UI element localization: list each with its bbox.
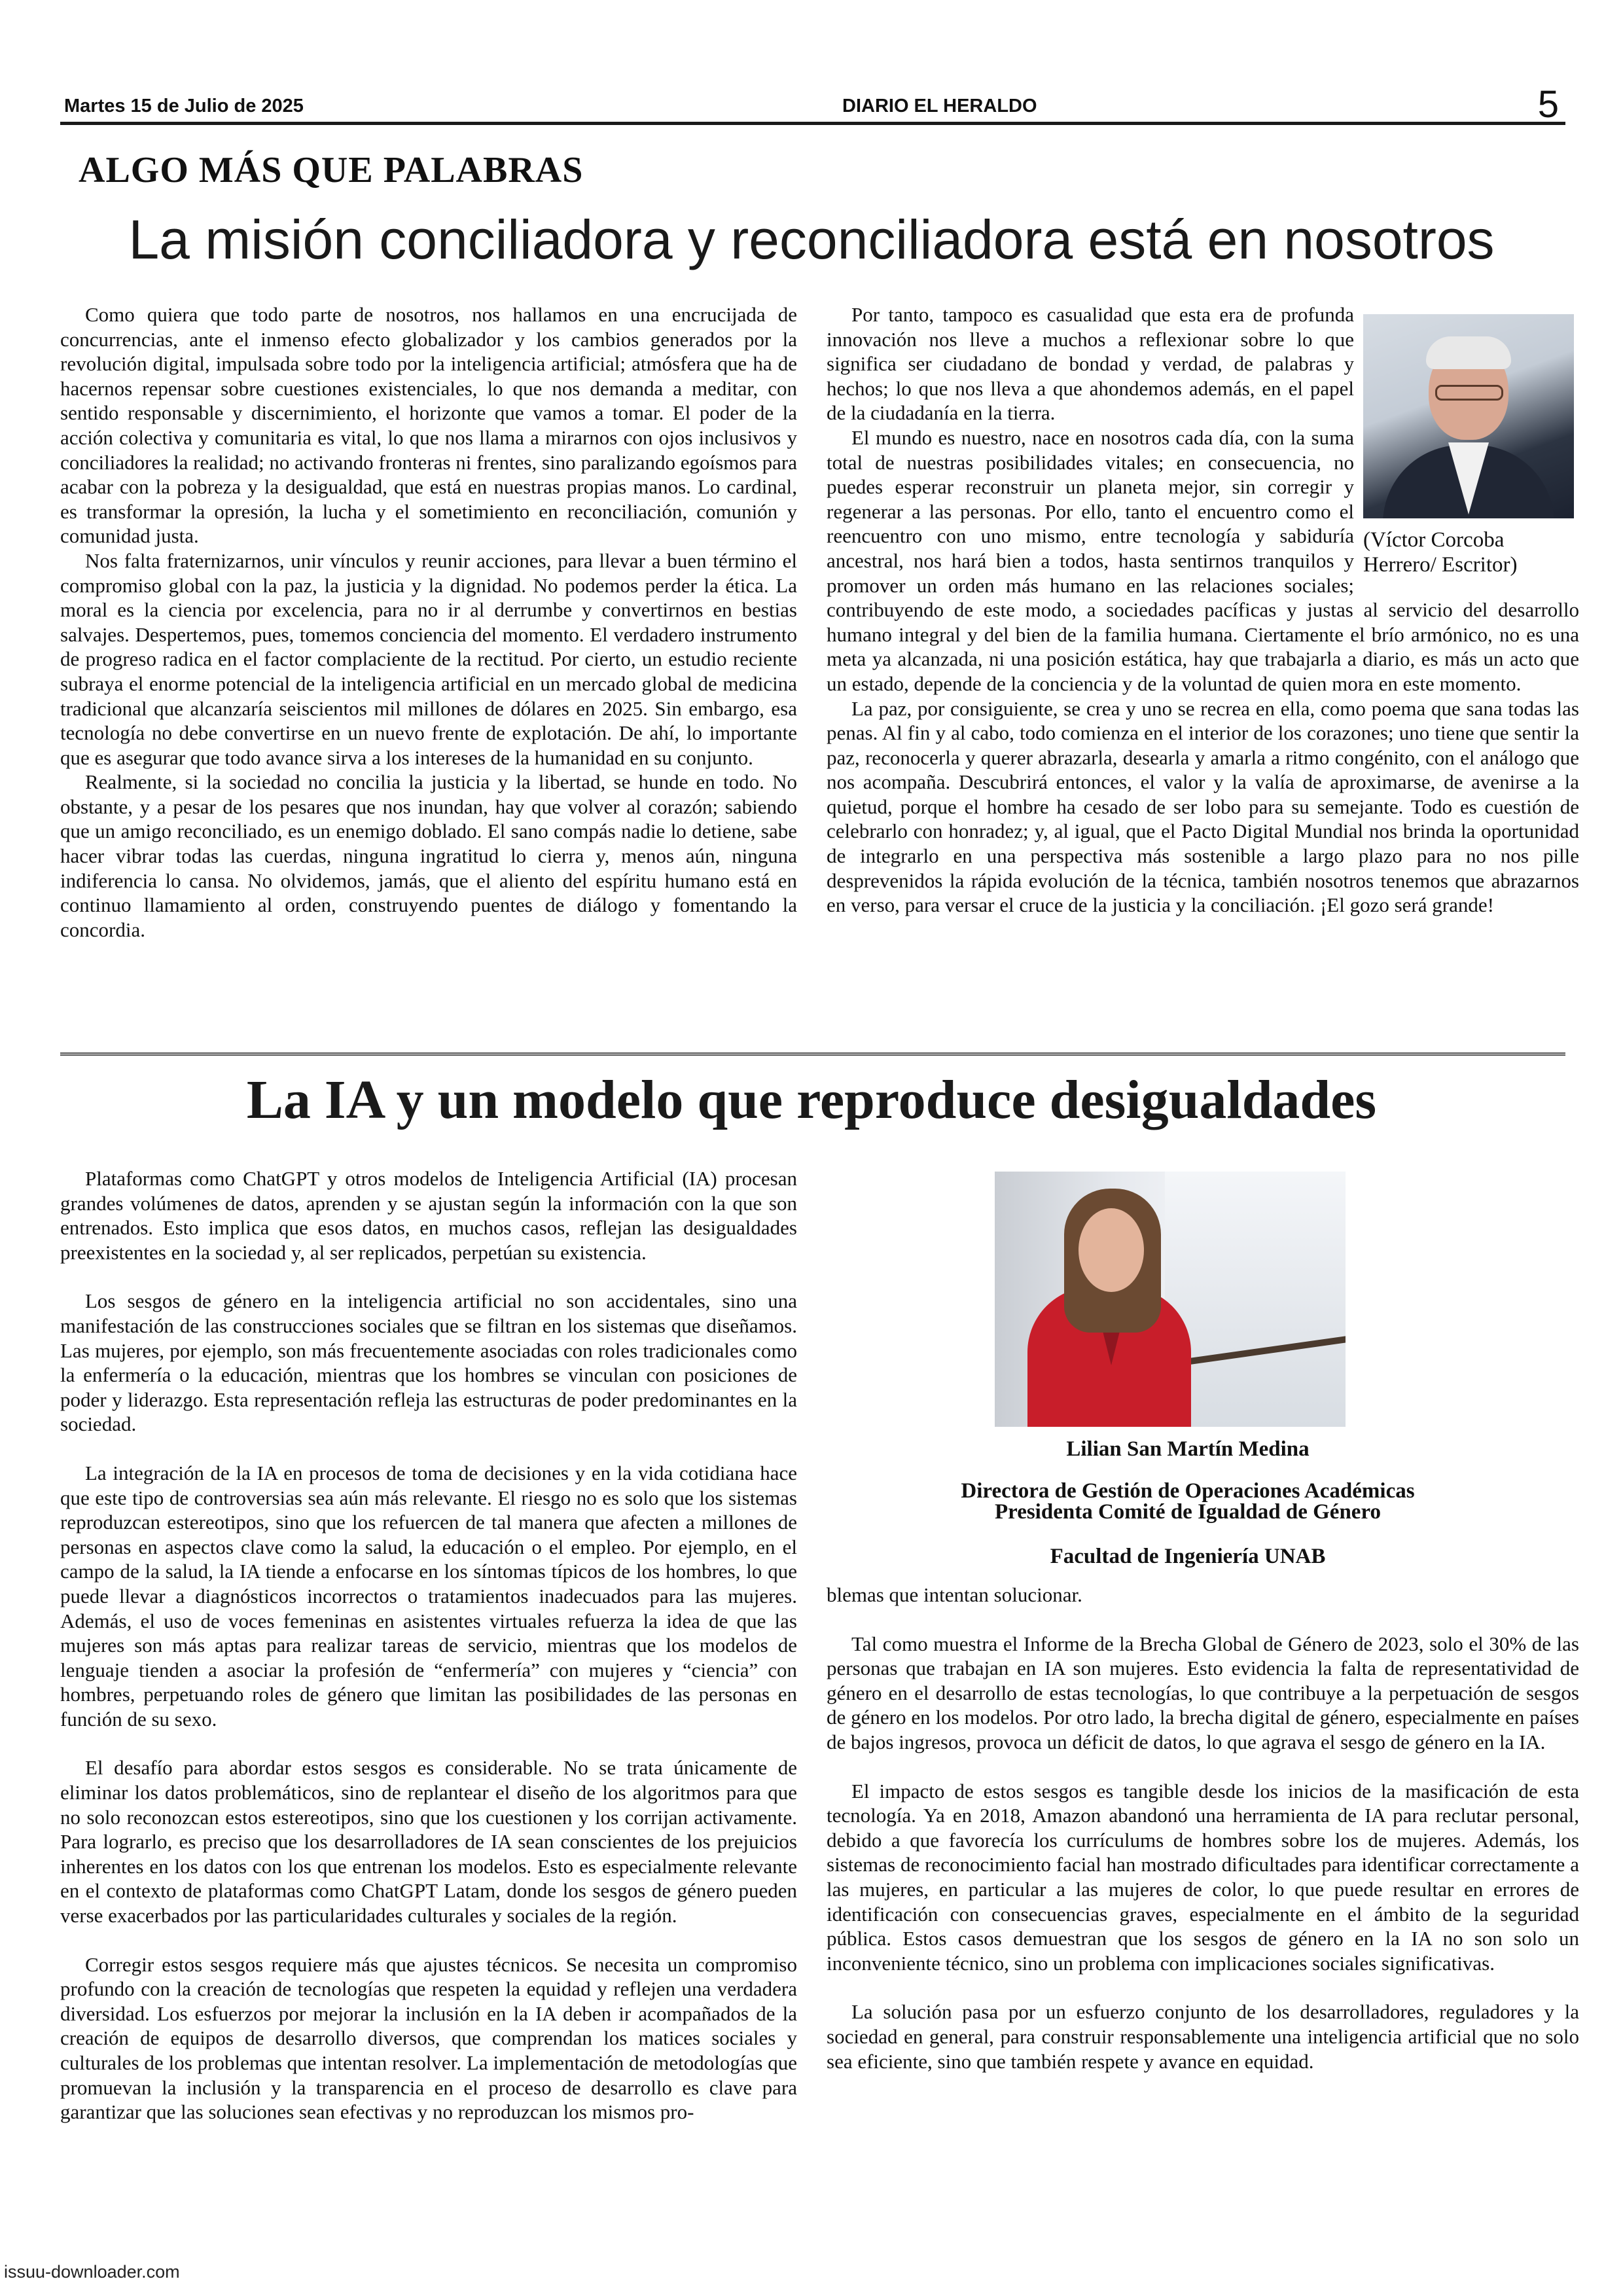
paragraph: Como quiera que todo parte de nosotros, nos hallamos en una encrucijada de concurrencias, ante el inmenso efecto globalizador y los cambios generados por la revolución digital, impulsada sobre todo por la inteligencia artificial; atmósfera que ha de hacernos repensar sobre cuestiones existenciales, lo que nos demanda a meditar, con sentido responsable y discernimiento, el horizonte que vamos a tomar. El poder de la acción colectiva y comunitaria es vital, lo que nos llama a mirarnos con ojos inclusivos y conciliadores la realidad; no activando fronteras ni frentes, sino paralizando egoísmos para acabar con la pobreza y la desigualdad, que está en nuestras propias manos. Lo cardinal, es transformar la opresión, la lucha y el sometimiento en reconciliación, comunión y comunidad justa. bbox=[60, 303, 797, 548]
paragraph: El impacto de estos sesgos es tangible desde los inicios de la masificación de esta tecnología. Ya en 2018, Amazon abandonó una herramienta de IA para reclutar personal, debido a que favorecía los currículums de hombres sobre los de mujeres. Además, los sistemas de reconocimiento facial han mostrado dificultades para identificar correctamente a las mujeres, en particular a las mujeres de color, lo que puede resultar en errores de identificación con consecuencias graves, especialmente en el ámbito de la seguridad pública. Estos casos demuestran que los sesgos de género en la IA no son solo un inconveniente técnico, sino un problema con implicaciones sociales significativas. bbox=[827, 1779, 1579, 1975]
article2-column-right bbox=[827, 1583, 1579, 2098]
issue-date: Martes 15 de Julio de 2025 bbox=[64, 96, 304, 117]
paragraph: Realmente, si la sociedad no concilia la justicia y la libertad, se hunde en todo. No obstante, y a pesar de los pesares que nos inundan, hay que volver al corazón; sabiendo que un amigo reconciliado, es un enemigo doblado. El sano compás nadie lo detiene, sabe hacer vibrar todas las cuerdas, ninguna ingratitud lo cierra y, menos aún, ninguna indiferencia lo cansa. No olvidemos, jamás, que el aliento del espíritu humano está en continuo llamamiento al orden, construyendo puentes de diálogo y fomentando la concordia. bbox=[60, 770, 797, 941]
author-photo-block bbox=[1363, 314, 1579, 597]
author-organization: Facultad de Ingeniería UNAB bbox=[1050, 1545, 1326, 1568]
paragraph: El mundo es nuestro, nace en nosotros cada día, con la suma total de nuestras posibilidades vitales; en consecuencia, no puedes esperar reconstruir un planeta mejor, sin corregir y regenerar a las personas. Por ello, tanto el encuentro como el reencuentro con uno mismo, entre tecnología y sabiduría ancestral, nos hará bien a todos, hasta sentirnos tranquilos y promover un orden más humano en las relaciones sociales; contribuyendo de este modo, a sociedades pacíficas y justas al servicio del desarrollo humano integral y del bien de la familia humana. Ciertamente el brío armónico, no es una meta ya alcanzada, ni una posición estática, hay que trabajarla a diario, es más un acto que un estado, depende de la conciencia y de la voluntad de quien mora en este momento. bbox=[827, 425, 1579, 695]
author-roles bbox=[864, 1480, 1512, 1522]
article1-title: La misión conciliadora y reconciliadora está en nosotros bbox=[128, 209, 1495, 270]
paragraph: La integración de la IA en procesos de toma de decisiones y en la vida cotidiana hace que este tipo de controversias sea aún más relevante. El riesgo no es solo que los sistemas reproduzcan estereotipos, sino que los refuercen de tal manera que afecten a millones de personas en aspectos clave como la salud, la educación o el empleo. Por ejemplo, en el campo de la salud, la IA tiende a enfocarse en los síntomas típicos de los hombres, lo que puede llevar a diagnósticos incorrectos o tratamientos inadecuados para las mujeres. Además, el uso de voces femeninas en asistentes virtuales refuerza la idea de que las mujeres son más aptas para realizar tareas de servicio, mientras que los modelos de lenguaje tienden a asociar la profesión de “enfermería” con mujeres y “ciencia” con hombres, perpetuando roles de género que limitan las posibilidades de las personas en función de su sexo. bbox=[60, 1461, 797, 1731]
watermark: issuu-downloader.com bbox=[4, 2262, 180, 2282]
paragraph: Por tanto, tampoco es casualidad que esta era de profunda innovación nos lleve a muchos a reflexionar sobre lo que significa ser ciudadano de bondad y verdad, de palabras y hechos; lo que nos lleva a que ahondemos además, en el papel de la ciudadanía en la tierra. bbox=[827, 303, 1354, 425]
paragraph: Los sesgos de género en la inteligencia artificial no son accidentales, sino una manifestación de las construcciones sociales que se filtran en los sistemas que diseñamos. Las mujeres, por ejemplo, son más frecuentemente asociadas con roles tradicionales como la enfermería o la educación, mientras que los hombres se vinculan con posiciones de poder y liderazgo. Esta representación refleja las estructuras de poder predominantes en la sociedad. bbox=[60, 1289, 797, 1436]
page-header bbox=[60, 83, 1565, 126]
paragraph: La paz, por consiguiente, se crea y uno se recrea en ella, como poema que sana todas las penas. Al fin y al cabo, todo comienza en el interior de los corazones; uno tiene que sentir la paz, reconocerla y querer abrazarla, desearla y amarla a ritmo congénito, con el análogo que nos acompaña. Descubrirá entonces, el valor y la valía de aproximarse, de avenirse a la quietud, porque el hombre ha cesado de ser lobo para su semejante. Todo es cuestión de celebrarlo con honradez; y, al igual, que el Pacto Digital Mundial nos brinda la oportunidad de integrarlo en una perspectiva más sostenible a largo plazo para no nos pille desprevenidos la rápida evolución de la técnica, también nosotros tenemos que abrazarnos en verso, para versar el cruce de la justicia y la conciliación. ¡El gozo será grande! bbox=[827, 696, 1579, 917]
article1-column-left bbox=[60, 302, 797, 942]
paragraph: Nos falta fraternizarnos, unir vínculos y reunir acciones, para llevar a buen término el compromiso global con la paz, la justicia y la dignidad. No podemos perder la ética. La moral es la ciencia por excelencia, para no ir al derrumbe y convertirnos en bestias salvajes. Despertemos, pues, tomemos conciencia del momento. El verdadero instrumento de progreso radica en el factor complaciente de la rectitud. Por cierto, un estudio reciente subraya el enorme potencial de la inteligencia artificial en un mercado global de medicina tradicional que alcanzaría seiscientos mil millones de dólares en 2025. Sin embargo, esa tecnología no debe convertirse en un nuevo frente de explotación. De ahí, lo importante que es asegurar que todo avance sirva a los intereses de la humanidad en su conjunto. bbox=[60, 548, 797, 769]
paragraph: Tal como muestra el Informe de la Brecha Global de Género de 2023, solo el 30% de las personas que trabajan en IA son mujeres. Esto evidencia la falta de representatividad de género en el desarrollo de estas tecnologías, lo que contribuye a la perpetuación de sesgos de género en los modelos. Por otro lado, la brecha digital de género, especialmente en países de bajos ingresos, provoca un déficit de datos, lo que agrava el sesgo de género en la IA. bbox=[827, 1632, 1579, 1753]
article2-column-left bbox=[60, 1166, 797, 2149]
author-photo bbox=[1363, 314, 1574, 518]
paragraph: El desafío para abordar estos sesgos es considerable. No se trata únicamente de eliminar los datos problemáticos, sino de replantear el diseño de los algoritmos para que no solo reconozcan estos estereotipos, sino que los cuestionen y los corrijan activamente. Para lograrlo, es preciso que los desarrolladores de IA sean conscientes de los prejuicios inherentes en los datos con los que entrenan los modelos. Esto es especialmente relevante en el contexto de plataformas como ChatGPT Latam, donde los sesgos de género pueden verse exacerbados por las particularidades culturales y sociales de la región. bbox=[60, 1756, 797, 1928]
page-number: 5 bbox=[1537, 83, 1559, 126]
article2-title: La IA y un modelo que reproduce desigualdades bbox=[246, 1069, 1377, 1130]
paragraph: La solución pasa por un esfuerzo conjunto de los desarrolladores, reguladores y la sociedad en general, para construir responsablemente una inteligencia artificial que no solo sea eficiente, sino que también respete y avance en equidad. bbox=[827, 2000, 1579, 2073]
paragraph: blemas que intentan solucionar. bbox=[827, 1583, 1082, 1606]
author-photo bbox=[995, 1172, 1346, 1427]
author-role: Presidenta Comité de Igualdad de Género bbox=[994, 1500, 1382, 1524]
author-name: Lilian San Martín Medina bbox=[1066, 1437, 1310, 1461]
photo-caption: (Víctor Corcoba Herrero/ Escritor) bbox=[1363, 528, 1518, 577]
newspaper-name: DIARIO EL HERALDO bbox=[842, 96, 1037, 117]
paragraph: Plataformas como ChatGPT y otros modelos de Inteligencia Artificial (IA) procesan grandes volúmenes de datos, aprenden y se ajustan según la información con la que son entrenados. Esto implica que esos datos, en muchos casos, reflejan las desigualdades preexistentes en la sociedad y, al ser replicados, perpetúan su existencia. bbox=[60, 1167, 797, 1264]
author-role: Directora de Gestión de Operaciones Académicas bbox=[961, 1479, 1415, 1503]
paragraph: Corregir estos sesgos requiere más que ajustes técnicos. Se necesita un compromiso profundo con la creación de tecnologías que respeten la equidad y reflejen una verdadera diversidad. Los esfuerzos por mejorar la inclusión en la IA deben ir acompañados de la creación de equipos de desarrollo diversos, que comprendan los matices sociales y culturales de los problemas que intentan resolver. La implementación de metodologías que promuevan la inclusión y la transparencia en el proceso de desarrollo es clave para garantizar que las soluciones sean efectivas y no reproduzcan los mismos pro- bbox=[60, 1952, 797, 2124]
column-kicker: ALGO MÁS QUE PALABRAS bbox=[79, 150, 584, 190]
section-divider bbox=[60, 1052, 1565, 1056]
article1-column-right bbox=[827, 302, 1579, 918]
